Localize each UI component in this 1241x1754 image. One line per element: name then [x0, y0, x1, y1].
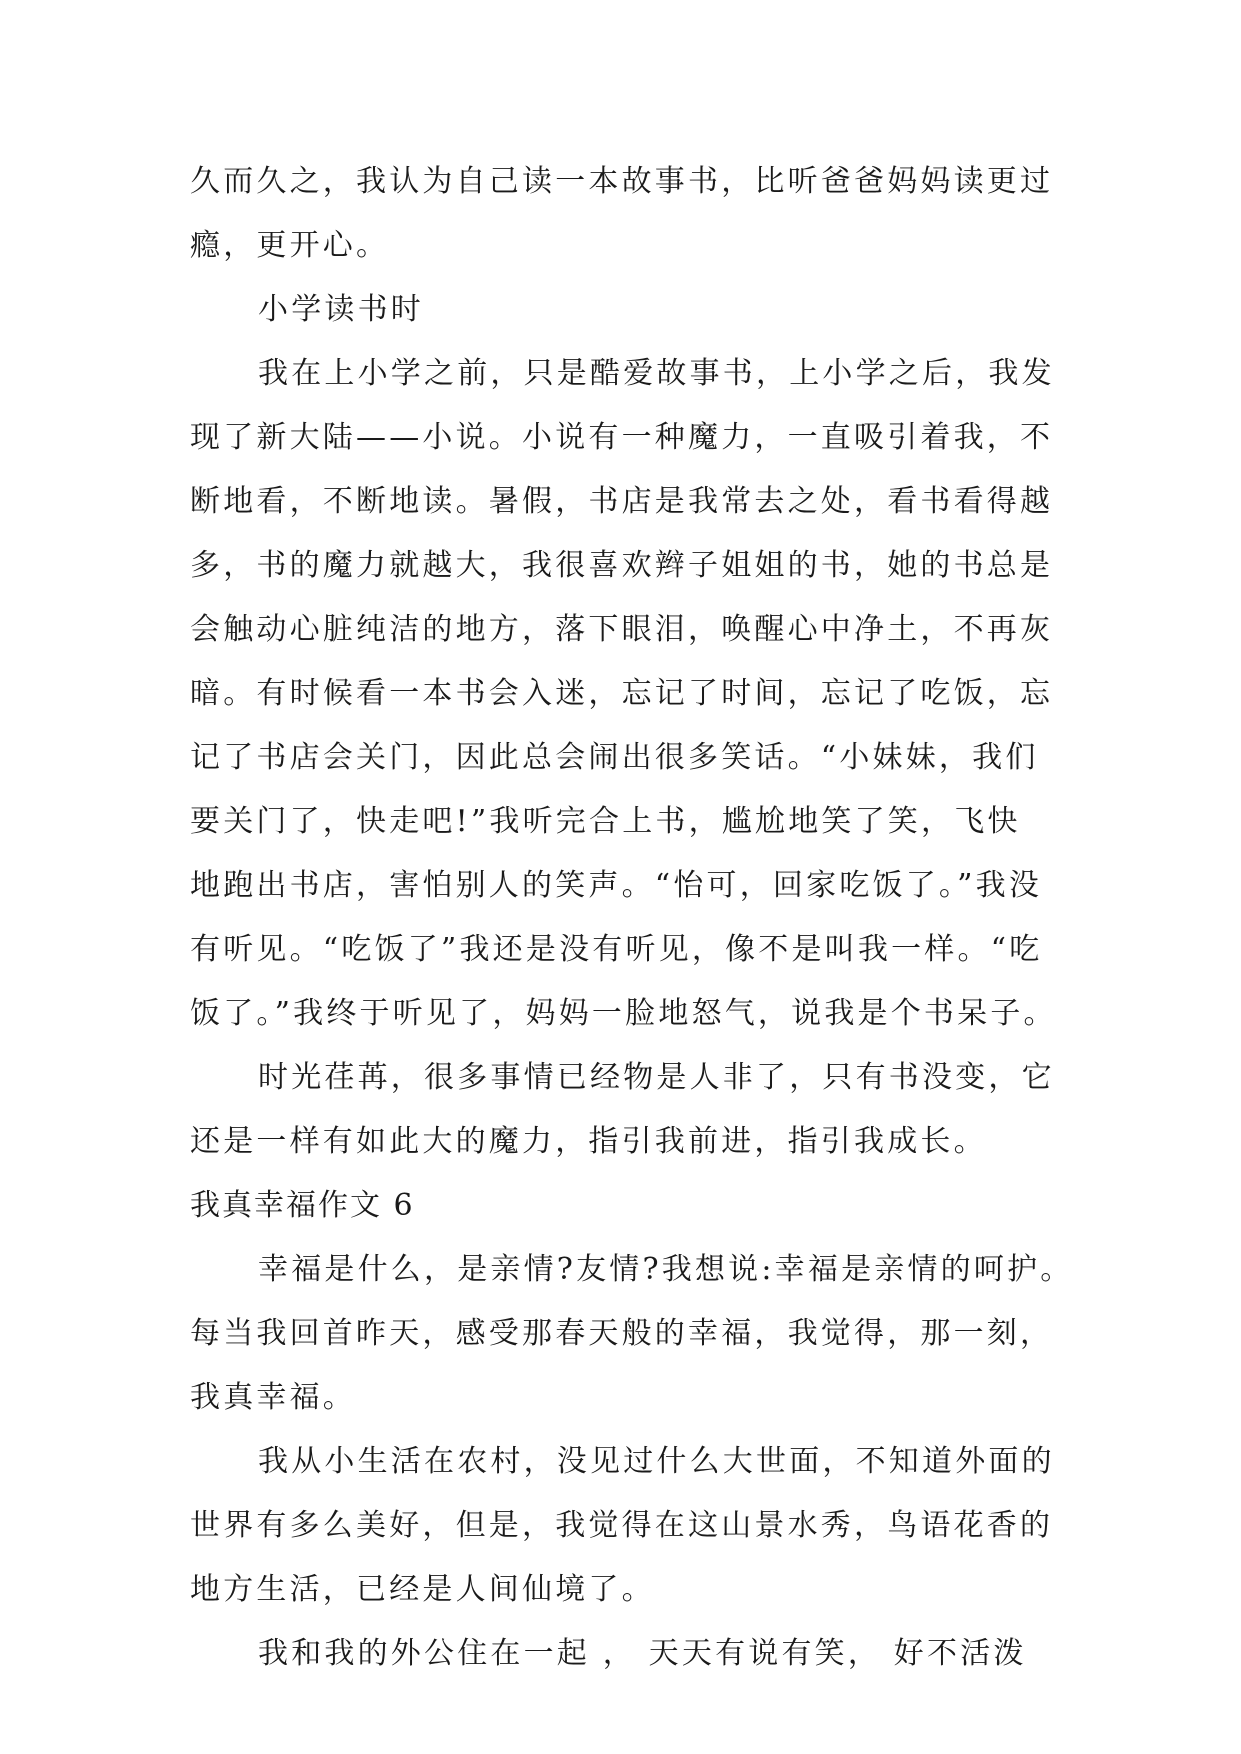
- text-line: 记了书店会关门，因此总会闹出很多笑话。“小妹妹，我们: [190, 740, 1039, 775]
- text-line: 时光荏苒，很多事情已经物是人非了，只有书没变，它: [258, 1060, 1055, 1095]
- text-line: 现了新大陆——小说。小说有一种魔力，一直吸引着我，不: [190, 420, 1054, 455]
- text-line: 我和我的外公住在一起 ， 天天有说有笑， 好不活泼: [258, 1636, 1027, 1671]
- text-line: 会触动心脏纯洁的地方，落下眼泪，唤醒心中净土，不再灰: [190, 612, 1054, 647]
- text-line: 我真幸福。: [190, 1380, 356, 1415]
- text-line: 饭了。”我终于听见了，妈妈一脸地怒气，说我是个书呆子。: [190, 996, 1057, 1031]
- text-line: 有听见。“吃饭了”我还是没有听见，像不是叫我一样。“吃: [190, 932, 1043, 967]
- text-line: 久而久之，我认为自己读一本故事书，比听爸爸妈妈读更过: [190, 164, 1054, 199]
- text-line: 暗。有时候看一本书会入迷，忘记了时间，忘记了吃饭，忘: [190, 676, 1054, 711]
- essay-title: 我真幸福作文 6: [190, 1188, 415, 1223]
- text-line: 还是一样有如此大的魔力，指引我前进，指引我成长。: [190, 1124, 987, 1159]
- section-heading: 小学读书时: [258, 292, 424, 327]
- text-line: 我从小生活在农村，没见过什么大世面，不知道外面的: [258, 1444, 1055, 1479]
- text-line: 要关门了，快走吧!”我听完合上书，尴尬地笑了笑，飞快: [190, 804, 1021, 839]
- text-line: 幸福是什么，是亲情?友情?我想说:幸福是亲情的呵护。: [258, 1252, 1074, 1287]
- text-line: 我在上小学之前，只是酷爱故事书，上小学之后，我发: [258, 356, 1055, 391]
- text-line: 断地看，不断地读。暑假，书店是我常去之处，看书看得越: [190, 484, 1054, 519]
- document-body: [190, 150, 1074, 1686]
- text-line: 多，书的魔力就越大，我很喜欢辫子姐姐的书，她的书总是: [190, 548, 1054, 583]
- text-line: 地方生活，已经是人间仙境了。: [190, 1572, 655, 1607]
- text-line: 每当我回首昨天，感受那春天般的幸福，我觉得，那一刻，: [190, 1316, 1054, 1351]
- text-line: 世界有多么美好，但是，我觉得在这山景水秀，鸟语花香的: [190, 1508, 1054, 1543]
- text-line: 地跑出书店，害怕别人的笑声。“怡可，回家吃饭了。”我没: [190, 868, 1043, 903]
- text-line: 瘾，更开心。: [190, 228, 390, 263]
